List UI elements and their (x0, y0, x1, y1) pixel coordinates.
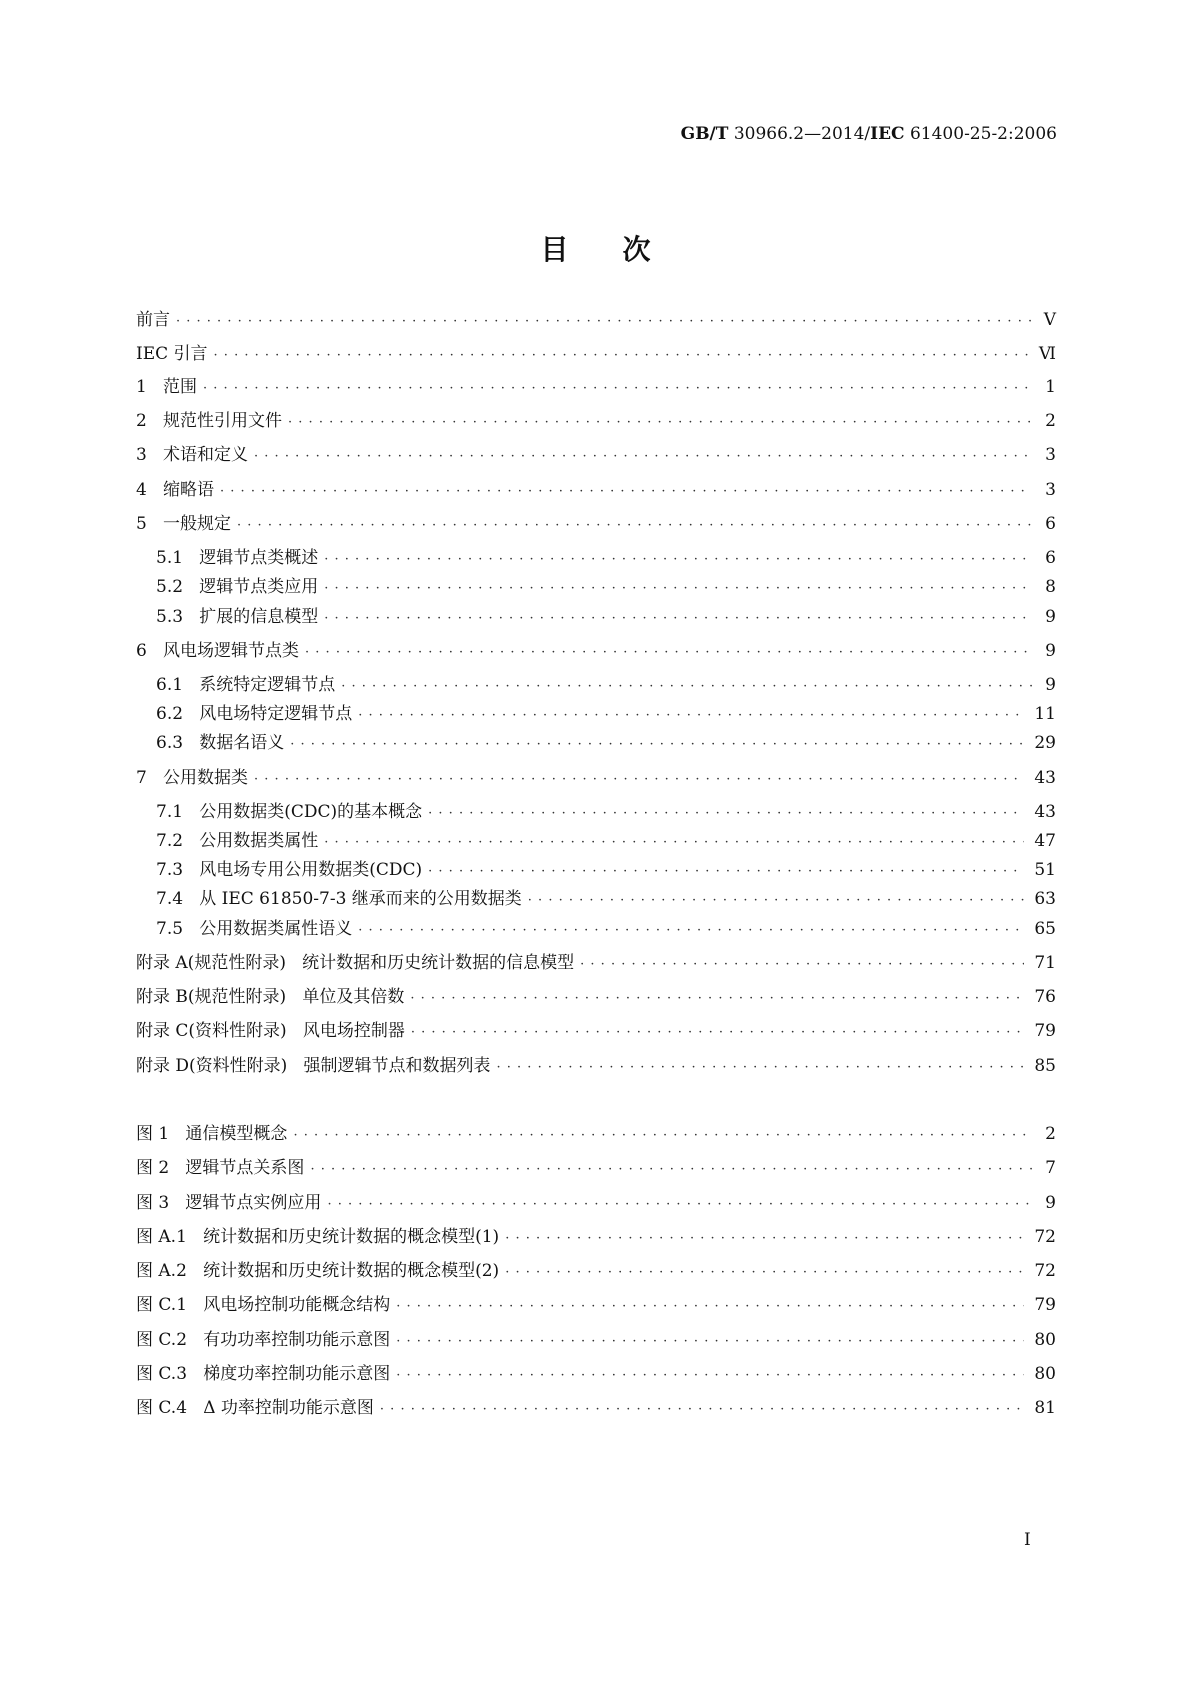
toc-entry[interactable] (136, 639, 1056, 663)
toc-leader (214, 344, 1029, 368)
figure-leader (327, 1193, 1032, 1217)
toc-page: 1 (1045, 377, 1056, 397)
toc-subentry[interactable] (156, 575, 1056, 599)
figure-label: 图 C.3 梯度功率控制功能示意图 (136, 1364, 391, 1384)
toc-entry[interactable] (136, 766, 1056, 790)
figure-label: 图 A.2 统计数据和历史统计数据的概念模型(2) (136, 1261, 500, 1281)
toc-leader (324, 607, 1032, 631)
toc-page: 11 (1034, 704, 1056, 724)
toc-label: 附录 C(资料性附录) 风电场控制器 (136, 1021, 405, 1041)
figure-page: 79 (1034, 1295, 1056, 1315)
toc-page: 65 (1034, 919, 1056, 939)
toc-subentry[interactable] (156, 858, 1056, 882)
toc-page: 79 (1034, 1021, 1056, 1041)
toc-leader (324, 548, 1032, 572)
toc-label: 6.1 系统特定逻辑节点 (156, 675, 336, 695)
figure-page: 7 (1045, 1158, 1056, 1178)
toc-subentry[interactable] (156, 800, 1056, 824)
toc-entry[interactable] (136, 1019, 1056, 1043)
figure-label: 图 3 逻辑节点实例应用 (136, 1193, 322, 1213)
figure-leader (396, 1364, 1024, 1388)
document-header (600, 124, 1057, 144)
figure-page: 72 (1034, 1261, 1056, 1281)
toc-leader (290, 733, 1024, 757)
toc-subentry[interactable] (156, 731, 1056, 755)
toc-page: 63 (1034, 889, 1056, 909)
figure-leader (293, 1124, 1032, 1148)
toc-subentry[interactable] (156, 887, 1056, 911)
toc-label: 5.2 逻辑节点类应用 (156, 577, 319, 597)
toc-page: 2 (1045, 411, 1056, 431)
toc-label: 7.5 公用数据类属性语义 (156, 919, 353, 939)
toc-page: 3 (1045, 480, 1056, 500)
figure-leader (310, 1158, 1032, 1182)
figure-entry[interactable] (136, 1156, 1056, 1180)
toc-leader (341, 675, 1032, 699)
figure-entry[interactable] (136, 1225, 1056, 1249)
page-number: I (1024, 1530, 1031, 1550)
toc-page: Ⅵ (1038, 344, 1056, 364)
figure-page: 9 (1045, 1193, 1056, 1213)
toc-label: 5.3 扩展的信息模型 (156, 607, 319, 627)
toc-subentry[interactable] (156, 605, 1056, 629)
toc-page: 43 (1034, 802, 1056, 822)
toc-page: 3 (1045, 445, 1056, 465)
toc-label: 6.2 风电场特定逻辑节点 (156, 704, 353, 724)
toc-leader (203, 377, 1032, 401)
standard-code-bold: GB/T (680, 124, 729, 144)
toc-entry[interactable] (136, 308, 1056, 332)
toc-page: 85 (1034, 1056, 1056, 1076)
toc-leader (580, 953, 1024, 977)
toc-page: 6 (1045, 548, 1056, 568)
figure-leader (396, 1330, 1024, 1354)
standard-code: 30966.2—2014/ (733, 124, 871, 144)
toc-label: 6.3 数据名语义 (156, 733, 285, 753)
toc-subentry[interactable] (156, 917, 1056, 941)
toc-leader (497, 1056, 1025, 1080)
figure-leader (505, 1227, 1024, 1251)
toc-label: 附录 B(规范性附录) 单位及其倍数 (136, 987, 405, 1007)
figure-label: 图 A.1 统计数据和历史统计数据的概念模型(1) (136, 1227, 500, 1247)
toc-leader (428, 860, 1024, 884)
figure-page: 80 (1034, 1364, 1056, 1384)
toc-label: 4 缩略语 (136, 480, 215, 500)
figure-label: 图 1 通信模型概念 (136, 1124, 288, 1144)
toc-label: 1 范围 (136, 377, 198, 397)
toc-page: 8 (1045, 577, 1056, 597)
toc-page: 9 (1045, 675, 1056, 695)
toc-label: 7 公用数据类 (136, 768, 249, 788)
figure-entry[interactable] (136, 1122, 1056, 1146)
figure-label: 图 C.4 Δ 功率控制功能示意图 (136, 1398, 374, 1418)
figure-entry[interactable] (136, 1328, 1056, 1352)
toc-page: 76 (1034, 987, 1056, 1007)
toc-label: 7.3 风电场专用公用数据类(CDC) (156, 860, 423, 880)
toc-page: 6 (1045, 514, 1056, 534)
toc-label: 7.2 公用数据类属性 (156, 831, 319, 851)
toc-entry[interactable] (136, 375, 1056, 399)
toc-label: 5 一般规定 (136, 514, 232, 534)
toc-label: 6 风电场逻辑节点类 (136, 641, 300, 661)
figure-entry[interactable] (136, 1362, 1056, 1386)
toc-entry[interactable] (136, 409, 1056, 433)
figure-entry[interactable] (136, 1293, 1056, 1317)
toc-leader (528, 889, 1025, 913)
figure-label: 图 C.1 风电场控制功能概念结构 (136, 1295, 391, 1315)
figure-leader (505, 1261, 1024, 1285)
toc-leader (176, 310, 1032, 334)
toc-leader (220, 480, 1032, 504)
toc-page: 43 (1034, 768, 1056, 788)
toc-leader (428, 802, 1024, 826)
toc-page: 47 (1034, 831, 1056, 851)
figure-entry[interactable] (136, 1396, 1056, 1420)
page-title: 目次 (540, 233, 705, 266)
toc-label: 5.1 逻辑节点类概述 (156, 548, 319, 568)
toc-label: IEC 引言 (136, 344, 208, 364)
toc-label: 7.4 从 IEC 61850-7-3 继承而来的公用数据类 (156, 889, 522, 909)
toc-label: 前言 (136, 310, 170, 330)
toc-page: 9 (1045, 607, 1056, 627)
toc-leader (237, 514, 1032, 538)
toc-label: 2 规范性引用文件 (136, 411, 283, 431)
toc-subentry[interactable] (156, 673, 1056, 697)
toc-entry[interactable] (136, 1054, 1056, 1078)
toc-leader (254, 768, 1024, 792)
toc-entry[interactable] (136, 342, 1056, 366)
toc-label: 附录 A(规范性附录) 统计数据和历史统计数据的信息模型 (136, 953, 575, 973)
iec-code-bold: IEC (870, 124, 905, 144)
figure-label: 图 C.2 有功功率控制功能示意图 (136, 1330, 391, 1350)
toc-label: 7.1 公用数据类(CDC)的基本概念 (156, 802, 423, 822)
toc-subentry[interactable] (156, 829, 1056, 853)
toc-leader (410, 987, 1024, 1011)
figure-entry[interactable] (136, 1259, 1056, 1283)
toc-label: 附录 D(资料性附录) 强制逻辑节点和数据列表 (136, 1056, 491, 1076)
toc-leader (324, 831, 1024, 855)
toc-entry[interactable] (136, 951, 1056, 975)
toc-page: 51 (1034, 860, 1056, 880)
toc-leader (358, 704, 1024, 728)
toc-entry[interactable] (136, 985, 1056, 1009)
toc-page: 9 (1045, 641, 1056, 661)
toc-entry[interactable] (136, 443, 1056, 467)
figure-page: 80 (1034, 1330, 1056, 1350)
toc-leader (324, 577, 1032, 601)
toc-label: 3 术语和定义 (136, 445, 249, 465)
figure-page: 81 (1034, 1398, 1056, 1418)
toc-leader (411, 1021, 1024, 1045)
iec-code: 61400-25-2:2006 (909, 124, 1057, 144)
toc-subentry[interactable] (156, 702, 1056, 726)
figure-leader (380, 1398, 1024, 1422)
figure-entry[interactable] (136, 1191, 1056, 1215)
figure-page: 72 (1034, 1227, 1056, 1247)
toc-subentry[interactable] (156, 546, 1056, 570)
toc-leader (305, 641, 1032, 665)
toc-page: 71 (1034, 953, 1056, 973)
toc-leader (288, 411, 1032, 435)
figure-leader (396, 1295, 1024, 1319)
toc-page: 29 (1034, 733, 1056, 753)
toc-entry[interactable] (136, 512, 1056, 536)
toc-leader (358, 919, 1024, 943)
figure-page: 2 (1045, 1124, 1056, 1144)
figure-label: 图 2 逻辑节点关系图 (136, 1158, 305, 1178)
toc-entry[interactable] (136, 478, 1056, 502)
toc-leader (254, 445, 1032, 469)
toc-page: Ⅴ (1043, 310, 1056, 330)
